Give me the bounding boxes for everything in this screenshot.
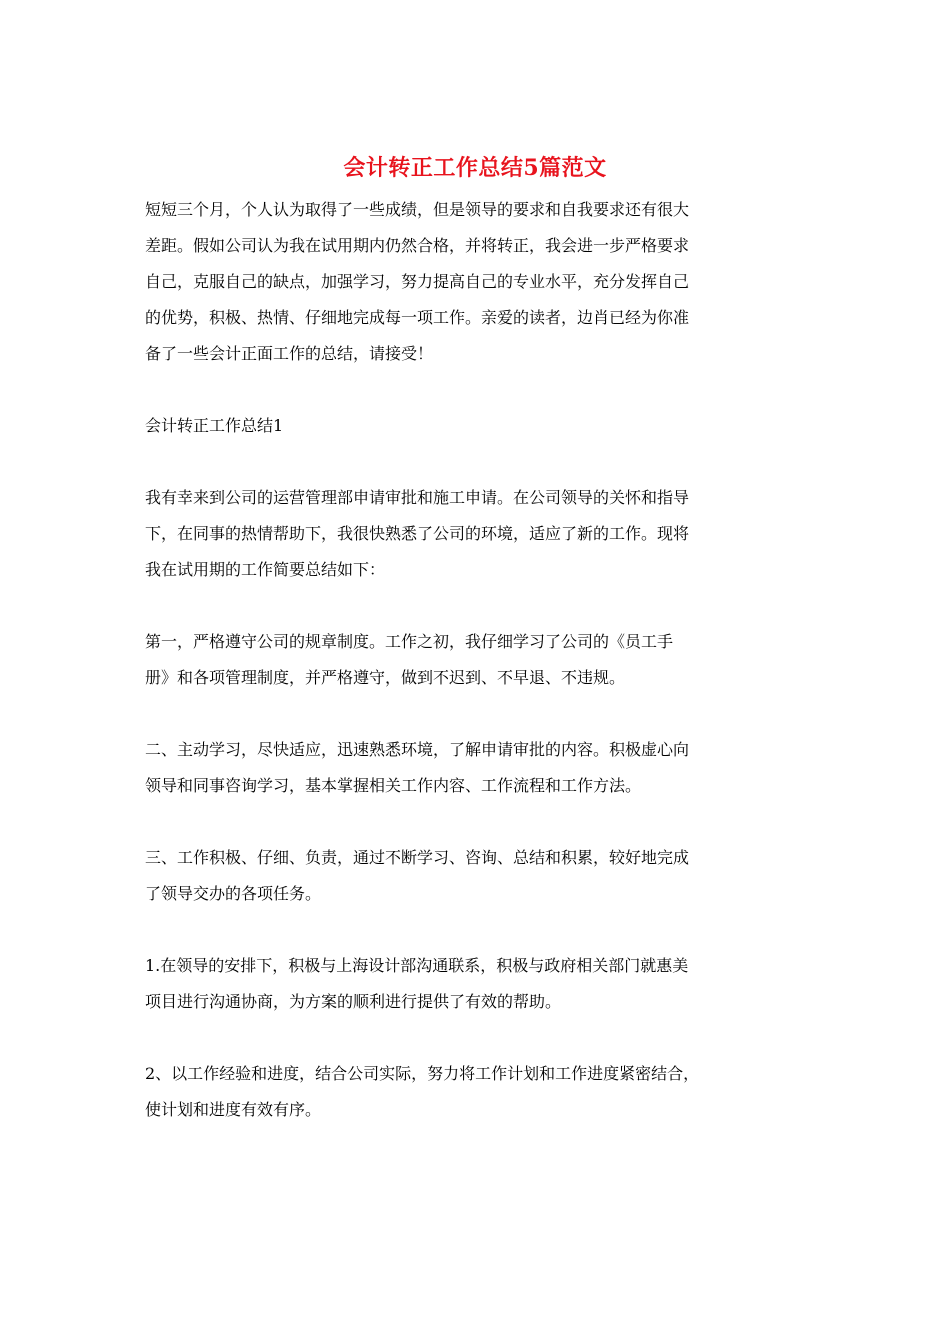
body-paragraph [145, 948, 810, 1020]
paragraph-line: 我有幸来到公司的运营管理部申请审批和施工申请。在公司领导的关怀和指导 [145, 488, 690, 507]
document-title: 会计转正工作总结5篇范文 [343, 155, 607, 181]
paragraph-line: 第一，严格遵守公司的规章制度。工作之初，我仔细学习了公司的《员工手 [145, 632, 674, 651]
paragraph-line: 自己，克服自己的缺点，加强学习，努力提高自己的专业水平，充分发挥自己 [145, 272, 690, 291]
paragraph-line: 三、工作积极、仔细、负责，通过不断学习、咨询、总结和积累，较好地完成 [145, 848, 690, 867]
paragraph-line: 备了一些会计正面工作的总结，请接受！ [145, 344, 434, 363]
paragraph-line: 使计划和进度有效有序。 [145, 1100, 322, 1119]
paragraph-line: 二、主动学习，尽快适应，迅速熟悉环境，了解申请审批的内容。积极虚心向 [145, 740, 690, 759]
body-paragraph [145, 480, 810, 588]
section-heading [145, 408, 810, 444]
body-paragraph [145, 1056, 810, 1128]
paragraph-line: 1.在领导的安排下，积极与上海设计部沟通联系，积极与政府相关部门就惠美 [145, 956, 689, 975]
paragraph-line: 短短三个月，个人认为取得了一些成绩，但是领导的要求和自我要求还有很大 [145, 200, 690, 219]
paragraph-line: 了领导交办的各项任务。 [145, 884, 322, 903]
paragraph-line: 领导和同事咨询学习，基本掌握相关工作内容、工作流程和工作方法。 [145, 776, 642, 795]
paragraph-line: 项目进行沟通协商，为方案的顺利进行提供了有效的帮助。 [145, 992, 562, 1011]
paragraph-line: 的优势，积极、热情、仔细地完成每一项工作。亲爱的读者，边肖已经为你准 [145, 308, 690, 327]
paragraph-line: 下，在同事的热情帮助下，我很快熟悉了公司的环境，适应了新的工作。现将 [145, 524, 690, 543]
document-body [145, 192, 810, 1164]
paragraph-line: 2、以工作经验和进度，结合公司实际，努力将工作计划和工作进度紧密结合， [145, 1064, 700, 1083]
paragraph-line: 册》和各项管理制度，并严格遵守，做到不迟到、不早退、不违规。 [145, 668, 626, 687]
body-paragraph [145, 840, 810, 912]
body-paragraph [145, 624, 810, 696]
intro-paragraph [145, 192, 810, 372]
body-paragraph [145, 732, 810, 804]
paragraph-line: 我在试用期的工作简要总结如下： [145, 560, 386, 579]
section-heading-text: 会计转正工作总结1 [145, 416, 284, 435]
paragraph-line: 差距。假如公司认为我在试用期内仍然合格，并将转正，我会进一步严格要求 [145, 236, 690, 255]
